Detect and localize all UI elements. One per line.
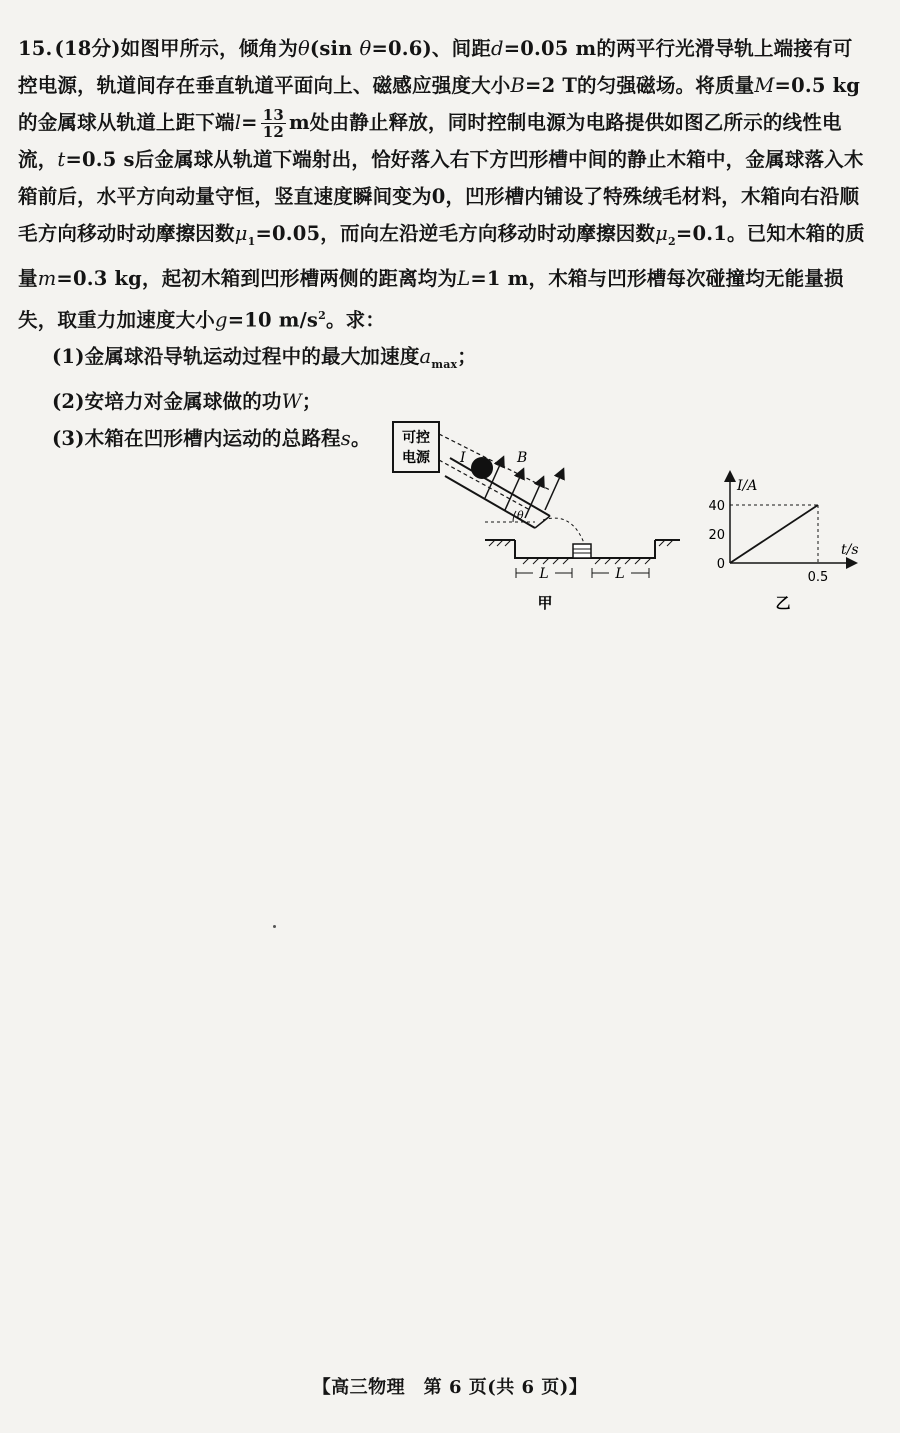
field-arrow: [545, 470, 563, 510]
fraction-13-12: $\frac{13}{12}$: [262, 106, 284, 141]
series-line-I: [730, 505, 818, 563]
problem-15: [18, 30, 868, 457]
x-tick-label: 0.5: [807, 570, 829, 585]
distance-label-left: L: [539, 566, 549, 582]
svg-text:θ: θ: [517, 509, 524, 522]
problem-stem: 15. (18分)如图甲所示，倾角为θ(sin θ=0.6)、间距d=0.05 m的两平行光滑导轨上端接有可控电源，轨道间存在垂直轨道平面向上、磁感应强度大小B=2 T的匀强磁场。将质量M=0.5 kg的金属球从轨道上距下端l= $\frac{13}{12}$ m处由静止释放，同时控制电源为电路提供如图乙所示的线性电流，t=0.5 s后金属球从轨道下端射出，恰好落入右下方凹形槽中间的静止木箱中，金属球落入木箱前后，水平方向动量守恒，竖直速度瞬间变为0，凹形槽内铺设了特殊绒毛材料，木箱向右沿顺毛方向移动时动摩擦因数$\mu_1=0.05$，而向左沿逆毛方向移动时动摩擦因数$\mu_2=0.1$。已知木箱的质量m=0.3 kg，起初木箱到凹形槽两侧的距离均为L=1 m，木箱与凹形槽每次碰撞均无能量损失，取重力加速度大小g=10 $m/s^2$。求：: [18, 37, 865, 332]
sub-question-3: (3)木箱在凹形槽内运动的总路程s。: [52, 427, 371, 451]
metal-ball: [471, 457, 493, 479]
figure-yi: [695, 418, 875, 618]
sub-question-1: (1)金属球沿导轨运动过程中的最大加速度$a_{max}$；: [52, 345, 477, 372]
svg-text:电源: 电源: [402, 450, 430, 466]
x-axis-label: t/s: [841, 542, 859, 558]
svg-text:B: B: [517, 450, 528, 466]
svg-text:可控: 可控: [402, 430, 430, 446]
speck: [273, 925, 276, 928]
question-number: 15.: [18, 37, 53, 60]
page-footer: 【高三物理 第 6 页(共 6 页)】: [312, 1377, 588, 1398]
y-tick-label: 0: [716, 557, 725, 572]
field-arrow: [525, 478, 543, 518]
y-tick-label: 20: [708, 528, 725, 543]
distance-label-right: L: [615, 566, 625, 582]
caption-yi: 乙: [775, 594, 791, 612]
y-axis-label: I/A: [737, 478, 758, 494]
svg-text:I: I: [460, 450, 466, 466]
y-tick-label: 40: [708, 499, 725, 514]
wooden-box: [573, 544, 591, 558]
caption-jia: 甲: [537, 594, 553, 612]
figures-area: [385, 418, 875, 618]
figure-jia: [385, 418, 685, 618]
sub-question-2: (2)安培力对金属球做的功W；: [52, 390, 322, 414]
